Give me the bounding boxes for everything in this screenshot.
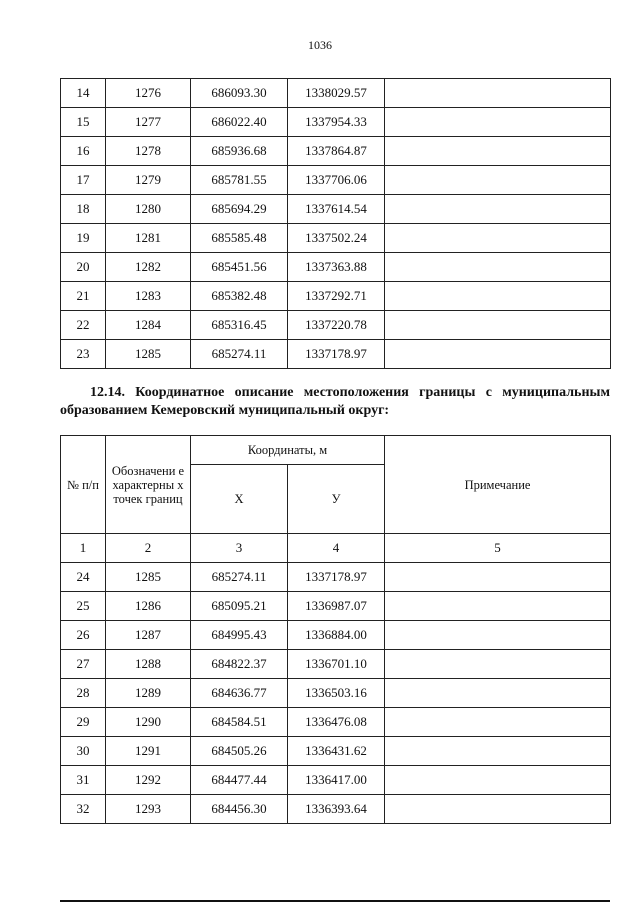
table-row xyxy=(61,708,611,737)
table-row xyxy=(61,253,611,282)
header-coordinates: Координаты, м xyxy=(191,436,385,465)
cell-number: 17 xyxy=(61,166,106,195)
cell-point-id: 1285 xyxy=(106,340,191,369)
cell-y: 1337363.88 xyxy=(288,253,385,282)
cell-x: 685274.11 xyxy=(191,563,288,592)
table-row xyxy=(61,137,611,166)
table-row xyxy=(61,282,611,311)
cell-note xyxy=(385,650,611,679)
cell-point-id: 1286 xyxy=(106,592,191,621)
cell-point-id: 1285 xyxy=(106,563,191,592)
cell-note xyxy=(385,108,611,137)
top-table-body xyxy=(61,79,611,369)
column-number: 1 xyxy=(61,534,106,563)
table-row xyxy=(61,592,611,621)
cell-number: 18 xyxy=(61,195,106,224)
table-row xyxy=(61,108,611,137)
cell-note xyxy=(385,708,611,737)
cell-y: 1337178.97 xyxy=(288,563,385,592)
header-y: У xyxy=(288,465,385,534)
cell-note xyxy=(385,79,611,108)
cell-note xyxy=(385,311,611,340)
table-row xyxy=(61,79,611,108)
cell-note xyxy=(385,621,611,650)
cell-x: 685095.21 xyxy=(191,592,288,621)
cell-x: 684477.44 xyxy=(191,766,288,795)
cell-x: 684456.30 xyxy=(191,795,288,824)
table-row xyxy=(61,679,611,708)
cell-note xyxy=(385,592,611,621)
cell-x: 684822.37 xyxy=(191,650,288,679)
header-note: Примечание xyxy=(385,436,611,534)
header-point-id: Обозначени е характерны х точек границ xyxy=(106,436,191,534)
column-number: 3 xyxy=(191,534,288,563)
cell-number: 15 xyxy=(61,108,106,137)
cell-x: 685781.55 xyxy=(191,166,288,195)
cell-point-id: 1288 xyxy=(106,650,191,679)
footer-rule xyxy=(60,900,610,902)
column-number-row xyxy=(61,534,611,563)
cell-x: 685451.56 xyxy=(191,253,288,282)
cell-number: 29 xyxy=(61,708,106,737)
table-row xyxy=(61,650,611,679)
cell-x: 685274.11 xyxy=(191,340,288,369)
cell-point-id: 1290 xyxy=(106,708,191,737)
table-row xyxy=(61,311,611,340)
cell-note xyxy=(385,282,611,311)
header-x: Х xyxy=(191,465,288,534)
cell-note xyxy=(385,679,611,708)
cell-point-id: 1280 xyxy=(106,195,191,224)
cell-y: 1336987.07 xyxy=(288,592,385,621)
cell-x: 685936.68 xyxy=(191,137,288,166)
cell-y: 1336476.08 xyxy=(288,708,385,737)
cell-point-id: 1281 xyxy=(106,224,191,253)
cell-number: 26 xyxy=(61,621,106,650)
cell-y: 1336393.64 xyxy=(288,795,385,824)
cell-y: 1336431.62 xyxy=(288,737,385,766)
cell-note xyxy=(385,224,611,253)
cell-x: 685382.48 xyxy=(191,282,288,311)
cell-note xyxy=(385,737,611,766)
cell-note xyxy=(385,253,611,282)
cell-note xyxy=(385,766,611,795)
table-row xyxy=(61,766,611,795)
cell-x: 686093.30 xyxy=(191,79,288,108)
cell-point-id: 1291 xyxy=(106,737,191,766)
cell-y: 1337614.54 xyxy=(288,195,385,224)
cell-y: 1337502.24 xyxy=(288,224,385,253)
cell-number: 31 xyxy=(61,766,106,795)
cell-note xyxy=(385,563,611,592)
cell-number: 14 xyxy=(61,79,106,108)
cell-note xyxy=(385,340,611,369)
table-row xyxy=(61,195,611,224)
page-number: 1036 xyxy=(308,38,332,52)
coordinates-table xyxy=(60,435,611,824)
table-header xyxy=(61,436,611,563)
cell-note xyxy=(385,795,611,824)
coordinates-table-continued xyxy=(60,78,611,369)
cell-x: 686022.40 xyxy=(191,108,288,137)
cell-y: 1336701.10 xyxy=(288,650,385,679)
cell-point-id: 1277 xyxy=(106,108,191,137)
cell-x: 684636.77 xyxy=(191,679,288,708)
cell-number: 32 xyxy=(61,795,106,824)
section-heading: 12.14. Координатное описание местоположения границы с муниципальным образованием Кемеровский муниципальный округ: xyxy=(60,385,610,418)
cell-point-id: 1287 xyxy=(106,621,191,650)
cell-point-id: 1279 xyxy=(106,166,191,195)
cell-point-id: 1278 xyxy=(106,137,191,166)
cell-y: 1337954.33 xyxy=(288,108,385,137)
cell-number: 22 xyxy=(61,311,106,340)
cell-number: 27 xyxy=(61,650,106,679)
cell-point-id: 1292 xyxy=(106,766,191,795)
column-number: 4 xyxy=(288,534,385,563)
cell-y: 1337178.97 xyxy=(288,340,385,369)
cell-x: 685316.45 xyxy=(191,311,288,340)
table-row xyxy=(61,737,611,766)
cell-number: 23 xyxy=(61,340,106,369)
cell-number: 30 xyxy=(61,737,106,766)
cell-point-id: 1284 xyxy=(106,311,191,340)
cell-point-id: 1289 xyxy=(106,679,191,708)
cell-x: 685585.48 xyxy=(191,224,288,253)
cell-number: 16 xyxy=(61,137,106,166)
cell-point-id: 1283 xyxy=(106,282,191,311)
cell-x: 684995.43 xyxy=(191,621,288,650)
cell-x: 684505.26 xyxy=(191,737,288,766)
cell-y: 1336417.00 xyxy=(288,766,385,795)
cell-note xyxy=(385,195,611,224)
table-row xyxy=(61,166,611,195)
cell-number: 24 xyxy=(61,563,106,592)
cell-point-id: 1293 xyxy=(106,795,191,824)
table-row xyxy=(61,621,611,650)
cell-y: 1337220.78 xyxy=(288,311,385,340)
column-number: 5 xyxy=(385,534,611,563)
main-table-body xyxy=(61,563,611,824)
table-row xyxy=(61,563,611,592)
cell-y: 1336503.16 xyxy=(288,679,385,708)
cell-number: 28 xyxy=(61,679,106,708)
cell-number: 19 xyxy=(61,224,106,253)
cell-number: 25 xyxy=(61,592,106,621)
cell-y: 1338029.57 xyxy=(288,79,385,108)
cell-point-id: 1276 xyxy=(106,79,191,108)
table-row xyxy=(61,795,611,824)
cell-number: 21 xyxy=(61,282,106,311)
cell-y: 1337706.06 xyxy=(288,166,385,195)
cell-note xyxy=(385,137,611,166)
column-number: 2 xyxy=(106,534,191,563)
table-row xyxy=(61,340,611,369)
cell-y: 1337864.87 xyxy=(288,137,385,166)
cell-y: 1336884.00 xyxy=(288,621,385,650)
cell-x: 685694.29 xyxy=(191,195,288,224)
cell-y: 1337292.71 xyxy=(288,282,385,311)
cell-number: 20 xyxy=(61,253,106,282)
cell-point-id: 1282 xyxy=(106,253,191,282)
cell-x: 684584.51 xyxy=(191,708,288,737)
table-row xyxy=(61,224,611,253)
header-number: № п/п xyxy=(61,436,106,534)
cell-note xyxy=(385,166,611,195)
